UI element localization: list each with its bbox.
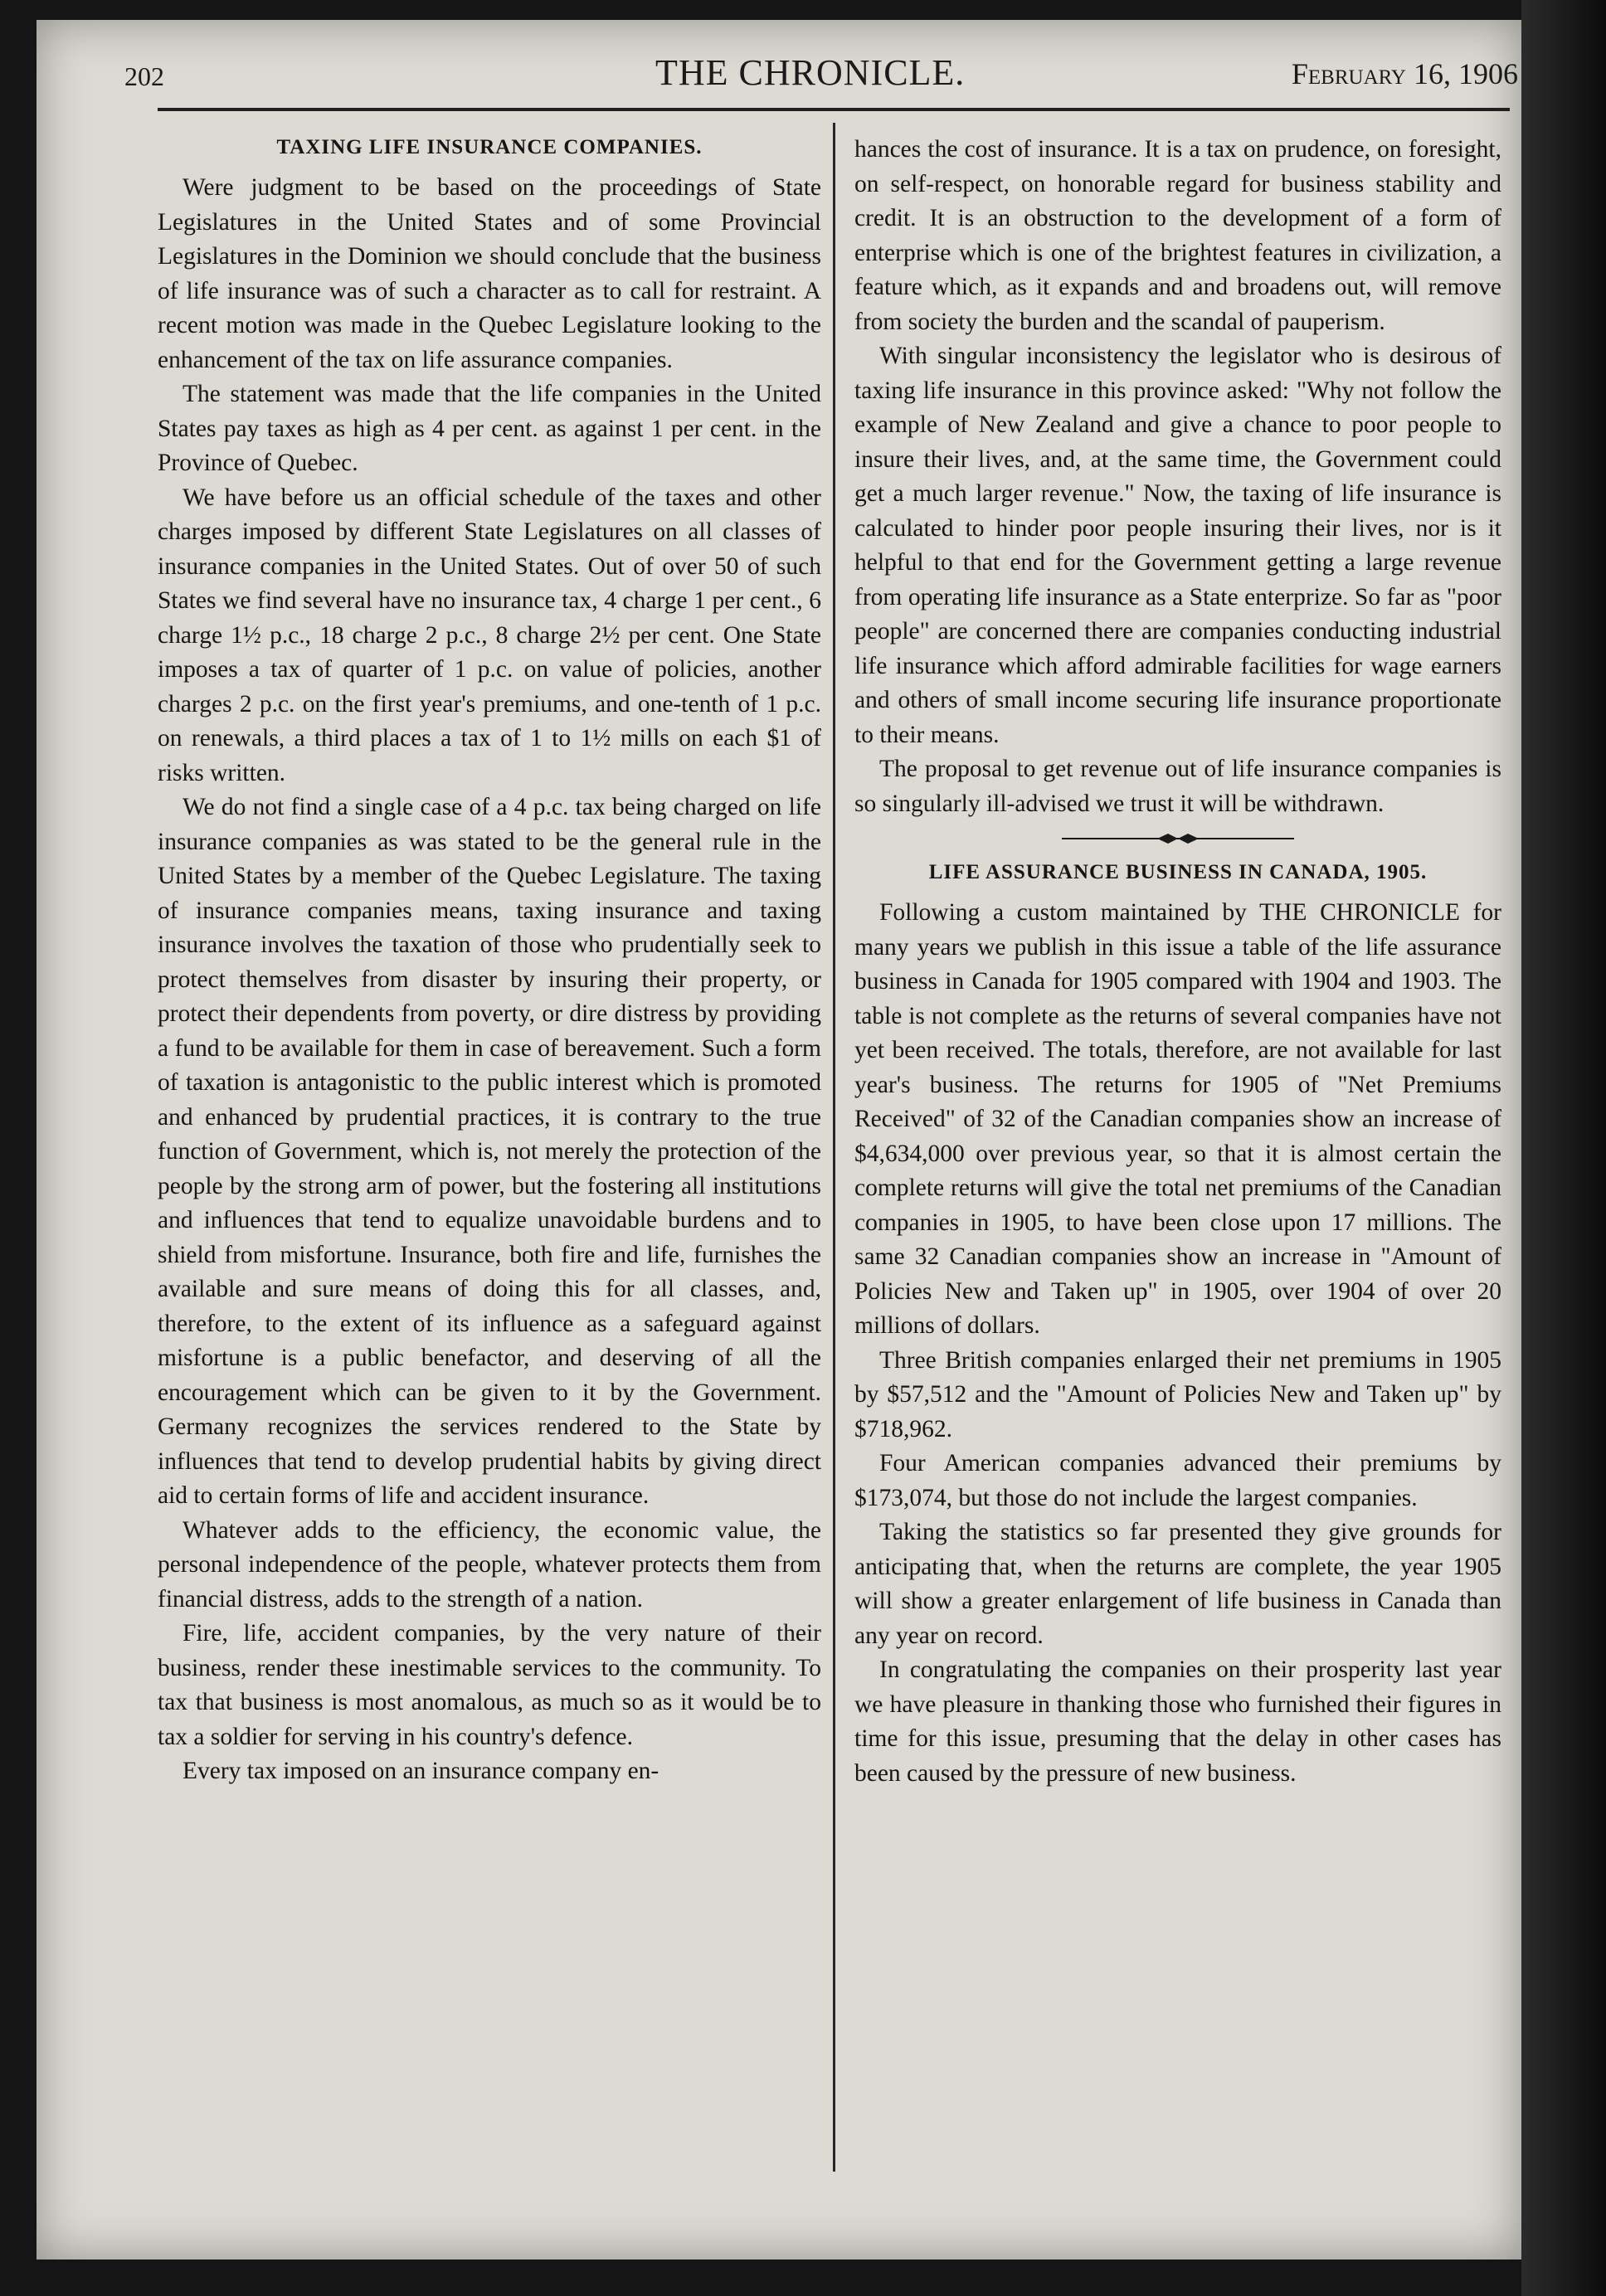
article-continuation: hances the cost of insurance. It is a tax on prudence, on foresight, on self-respect, on honorable regard for business stability and credit. It is an obstruction to the development of a form of enterprise which is one of the brightest features in civilization, a feature which, as it expands and and broadens out, will remove from society the burden and the scandal of pauperism. xyxy=(854,136,1501,335)
column-divider xyxy=(833,123,835,2172)
page-edge-shadow xyxy=(1521,0,1606,2296)
article-paragraph: Every tax imposed on an insurance company en- xyxy=(182,1758,659,1784)
article-paragraph: Fire, life, accident companies, by the very nature of their business, render these inestimable services to the community. To tax that business is most anomalous, as much so as it would be to tax a soldier for serving in his country's defence. xyxy=(158,1620,821,1750)
article-paragraph: The statement was made that the life companies in the United States pay taxes as high as 4 per cent. as against 1 per cent. in the Province of Quebec. xyxy=(158,381,821,476)
article-paragraph: Four American companies advanced their premiums by $173,074, but those do not include the largest companies. xyxy=(854,1450,1501,1511)
page-header xyxy=(124,51,1518,101)
article-paragraph: Whatever adds to the efficiency, the economic value, the personal independence of the people, whatever protects them from financial distress, adds to the strength of a nation. xyxy=(158,1516,821,1613)
article-paragraph: Taking the statistics so far presented they give grounds for anticipating that, when the returns are complete, the year 1905 will show a greater enlargement of life business in Canada than any year on record. xyxy=(854,1519,1501,1649)
article-paragraph: Were judgment to be based on the proceedings of State Legislatures in the United States and of some Provincial Legislatures in the Dominion we should conclude that the business of life insurance was of such a character as to call for restraint. A recent motion was made in the Quebec Legislature looking to the enhancement of the tax on life assurance companies. xyxy=(158,174,821,373)
article-paragraph: Three British companies enlarged their net premiums in 1905 by $57,512 and the "Amount of Policies New and Taken up" by $718,962. xyxy=(854,1346,1501,1442)
section-ornament xyxy=(1062,833,1294,844)
article-title-life-assurance: LIFE ASSURANCE BUSINESS IN CANADA, 1905. xyxy=(928,861,1428,883)
article-paragraph: Following a custom maintained by THE CHRONICLE for many years we publish in this issue a table of the life assurance business in Canada for 1905 compared with 1904 and 1903. The table is not complete as the returns of several companies have not yet been received. The totals, therefore, are not available for last year's business. The returns for 1905 of "Net Premiums Received" of 32 of the Canadian companies show an increase of $4,634,000 over previous year, so that it is almost certain the complete returns will give the total net premiums of the Canadian companies in 1905, to have been close upon 17 millions. The same 32 Canadian companies show an increase in "Amount of Policies New and Taken up" in 1905, over 1904 of over 20 millions of dollars. xyxy=(854,899,1501,1339)
article-paragraph: With singular inconsistency the legislator who is desirous of taxing life insurance in this province asked: "Why not follow the example of New Zealand and give a chance to poor people to insure their lives, and, at the same time, the Government could get a much larger revenue." Now, the taxing of life insurance is calculated to hinder poor people insuring their lives, nor is it helpful to that end for the Government getting a large revenue from operating life insurance as a State enterprize. So far as "poor people" are concerned there are companies conducting industrial life insurance which afford admirable facilities for wage earners and others of small income securing life insurance proportionate to their means. xyxy=(854,343,1501,748)
header-rule xyxy=(158,108,1510,111)
article-paragraph: In congratulating the companies on their prosperity last year we have pleasure in thanking those who furnished their figures in time for this issue, presuming that the delay in other cases has been caused by the pressure of new business. xyxy=(854,1656,1501,1787)
right-column xyxy=(854,133,1501,1791)
article-paragraph: The proposal to get revenue out of life insurance companies is so singularly ill-advised we trust it will be withdrawn. xyxy=(854,756,1501,817)
page-number: 202 xyxy=(124,61,164,91)
masthead-title: THE CHRONICLE. xyxy=(655,52,966,93)
issue-date: February 16, 1906 xyxy=(1291,57,1518,90)
article-paragraph: We have before us an official schedule of the taxes and other charges imposed by different State Legislatures on all classes of insurance companies in the United States. Out of over 50 of such States we find several have no insurance tax, 4 charge 1 per cent., 6 charge 1½ p.c., 18 charge 2 p.c., 8 charge 2½ per cent. One State imposes a tax of quarter of 1 p.c. on value of policies, another charges 2 p.c. on the first year's premiums, and one-tenth of 1 p.c. on renewals, a third places a tax of 1 to 1½ mills on each $1 of risks written. xyxy=(158,484,821,786)
left-column xyxy=(158,133,821,1789)
article-title-taxing: TAXING LIFE INSURANCE COMPANIES. xyxy=(276,136,703,158)
article-paragraph: We do not find a single case of a 4 p.c. tax being charged on life insurance companies as was stated to be the general rule in the United States by a member of the Quebec Legislature. The taxing of insurance companies means, taxing insurance and taxing insurance involves the taxation of those who prudentially seek to protect themselves from disaster by insuring their property, or protect their dependents from poverty, or dire distress by providing a fund to be available for them in case of bereavement. Such a form of taxation is antagonistic to the public interest which is promoted and enhanced by prudential practices, it is contrary to the true function of Government, which is, not merely the protection of the people by the strong arm of power, but the fostering all institutions and influences that tend to equalize unavoidable burdens and to shield from misfortune. Insurance, both fire and life, furnishes the available and sure means of doing this for all classes, and, therefore, to the extent of its influence as a safeguard against misfortune is a public benefactor, and deserving of all the encouragement which can be given to it by the Government. Germany recognizes the services rendered to the State by influences that tend to develop prudential habits by giving direct aid to certain forms of life and accident insurance. xyxy=(158,794,821,1509)
